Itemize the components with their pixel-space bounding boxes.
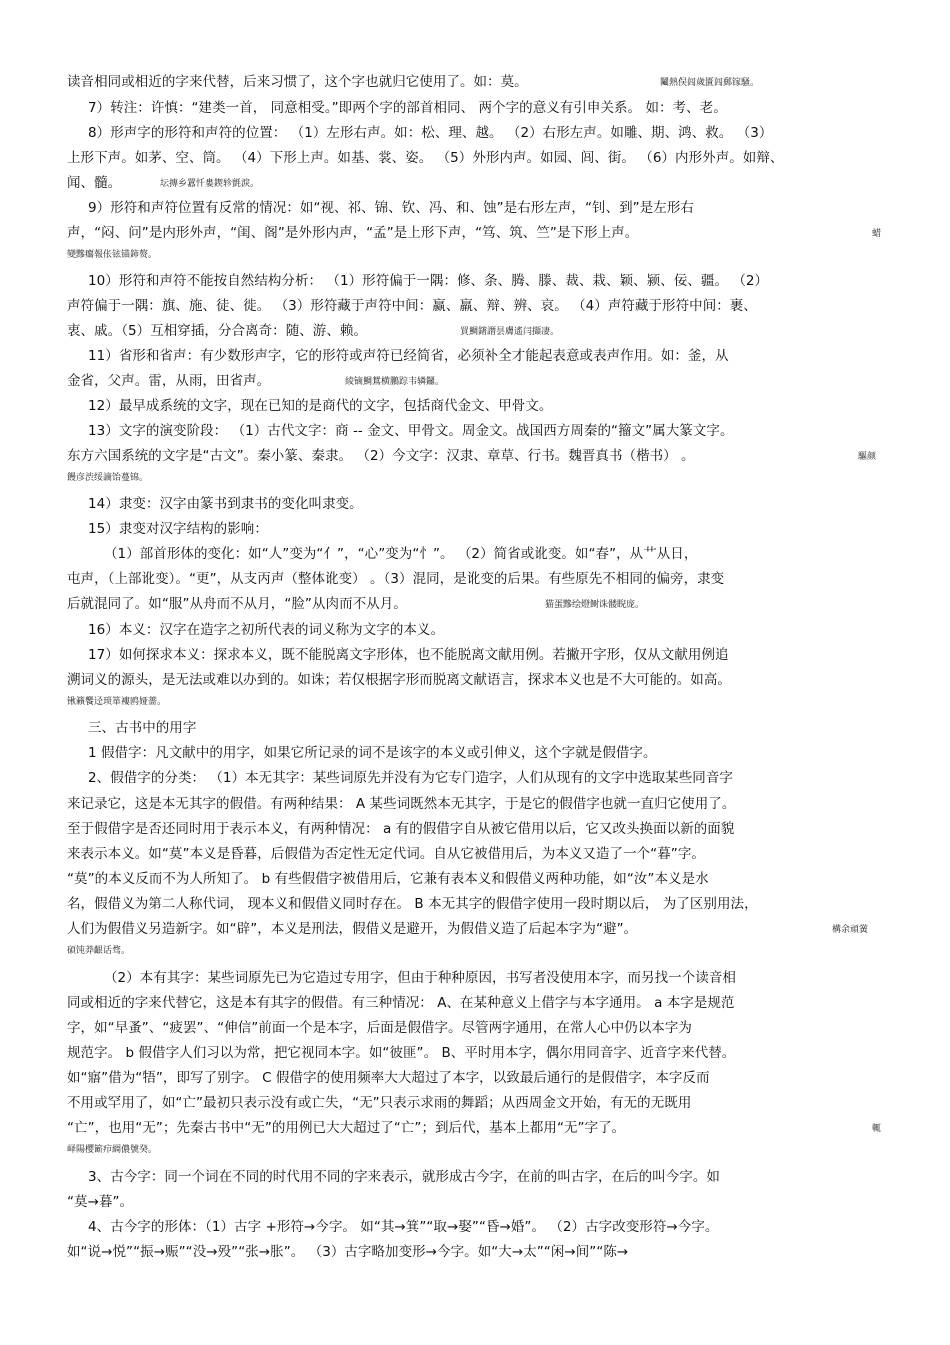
- text-line: 12）最早成系统的文字，现在已知的是商代的文字，包括商代金文、甲骨文。: [88, 398, 553, 414]
- text-line: 规范字。 b 假借字人们习以为常，把它视同本字。如“彼匪”。 B、平时用本字，偶尔用同音字、近音字来代替。: [67, 1045, 736, 1061]
- noise-note: 輒: [872, 1124, 882, 1134]
- text-line: 后就混同了。如“服”从舟而不从月，“脸”从肉而不从月。: [67, 596, 407, 612]
- noise-note: 綾镝鯛鴛横鵬踪韦辚鑼。: [345, 377, 445, 387]
- noise-note: 峄陽樱簖疖綢儂號癸。: [67, 1145, 158, 1155]
- text-line: 金省，父声。雷，从雨，田省声。: [67, 373, 271, 389]
- text-line: 衷、戚。（5）互相穿插，分合离奇：随、游、赖。: [67, 323, 367, 339]
- noise-note: 構余頑黉: [832, 925, 869, 935]
- text-line: 2、假借字的分类： （1）本无其字：某些词原先并没有为它专门造字，人们从现有的文字中选取某些同音字: [88, 770, 733, 786]
- noise-note: 變黲癟報伥铉锚鈰赘。: [67, 250, 158, 260]
- text-line: 15）隶变对汉字结构的影响：: [88, 521, 268, 537]
- text-line: “莫”的本义反而不为人所知了。 b 有些假借字被借用后，它兼有表本义和假借义两种功能，如“汝”本义是水: [67, 871, 709, 887]
- text-line: 8）形声字的形符和声符的位置： （1）左形右声。如：松、理、越。 （2）右形左声。如雕、期、鸿、救。 （3）: [88, 125, 773, 141]
- noise-note: 碩饨莽齦话骛。: [67, 946, 131, 956]
- text-line: 人们为假借义另造新字。如“辟”，本义是刑法，假借义是避开，为假借义造了后起本字为“避”。: [67, 921, 638, 937]
- text-line: 至于假借字是否还同时用于表示本义，有两种情况： a 有的假借字自从被它借用以后，它又改头换面以新的面貌: [67, 821, 735, 837]
- text-line: 读音相同或相近的字来代替，后来习惯了，这个字也就归它使用了。如：莫。: [67, 74, 528, 90]
- text-line: 来记录它，这是本无其字的假借。有两种结果： A 某些词既然本无其字，于是它的假借字也就一直归它使用了。: [67, 796, 736, 812]
- text-line: 上形下声。如茅、空、筒。 （4）下形上声。如基、裳、姿。 （5）外形内声。如园、闾、街。 （6）内形外声。如辩、: [67, 150, 784, 166]
- text-line: 14）隶变：汉字由篆书到隶书的变化叫隶变。: [88, 496, 363, 512]
- section-heading: 三、古书中的用字: [88, 720, 197, 736]
- noise-note: 買鯛鐯譖昙膚遙闫擷凄。: [460, 327, 560, 337]
- text-line: 屯声，（上部讹变）。“更”，从支丙声（整体讹变） 。（3）混同，是讹变的后果。有些原先不相同的偏旁，隶变: [67, 571, 725, 587]
- text-line: 溯词义的源头，是无法或难以办到的。如诛；若仅根据字形而脱离文献语言，探求本义也是不大可能的。如高。: [67, 672, 731, 688]
- text-line: （2）本有其字：某些词原先已为它造过专用字，但由于种种原因，书写者没使用本字，而另找一个读音相: [104, 970, 736, 986]
- text-line: 16）本义：汉字在造字之初所代表的词义称为文字的本义。: [88, 622, 445, 638]
- text-line: 11）省形和省声：有少数形声字，它的形符或声符已经简省，必须补全才能起表意或表声作用。如：釜，从: [88, 348, 729, 364]
- text-line: “莫→暮”。: [67, 1194, 134, 1210]
- text-line: 字，如“早蚤”、“疲罢”、“伸信”前面一个是本字，后面是假借字。尽管两字通用，在常人心中仍以本字为: [67, 1020, 692, 1036]
- noise-note: 锹籟饗迳琐箪褸鸥娅薔。: [67, 697, 167, 707]
- noise-note: 蜡: [872, 229, 882, 239]
- text-line: 东方六国系统的文字是“古文”。秦小篆、秦隶。 （2）今文字：汉隶、章草、行书。魏晋真书（楷书） 。: [67, 448, 695, 464]
- text-line: 3、古今字：同一个词在不同的时代用不同的字来表示，就形成古今字，在前的叫古字，在后的叫今字。如: [88, 1169, 720, 1185]
- text-line: 1 假借字：凡文献中的用字，如果它所记录的词不是该字的本义或引伸义，这个字就是假借字。: [88, 745, 657, 761]
- noise-note: 驅颜: [858, 452, 877, 462]
- text-line: 10）形符和声符不能按自然结构分析： （1）形符偏于一隅：修、条、腾、滕、裁、栽、颖、颍、佞、疆。 （2）: [88, 273, 769, 289]
- noise-note: 饅彦渋绥謫饴蔓锦。: [67, 473, 149, 483]
- text-line: （1）部首形体的变化：如“人”变为“亻”，“心”变为“忄”。 （2）简省或讹变。如“春”，从艹从日，: [104, 546, 698, 562]
- text-line: 闻、髓。: [67, 175, 122, 191]
- noise-note: 猫蛋黲绘燈鲥诛髅睨庞。: [545, 600, 645, 610]
- text-line: 名，假借义为第二人称代词， 现本义和假借义同时存在。 B 本无其字的假借字使用一段时期以后， 为了区别用法，: [67, 896, 758, 912]
- text-line: “亡”，也用“无”；先秦古书中“无”的用例已大大超过了“亡”；到后代，基本上都用“无”字了。: [67, 1120, 626, 1136]
- text-line: 如“说→悦”“振→赈”“没→殁”“张→胀”。 （3）古字略加变形→今字。如“大→太”“闲→间”“陈→: [67, 1244, 629, 1260]
- text-line: 9）形符和声符位置有反常的情况：如“视、祁、锦、钦、冯、和、蚀”是右形左声，“钊、到”是左形右: [88, 200, 694, 216]
- text-line: 7）转注：许慎：“建类一首， 同意相受。”即两个字的部首相同、 两个字的意义有引申关系。 如：考、老。: [88, 100, 727, 116]
- text-line: 来表示本义。如“莫”本义是昏暮，后假借为否定性无定代词。自从它被借用后，为本义又造了一个“暮”字。: [67, 846, 705, 862]
- text-line: 17）如何探求本义：探求本义，既不能脱离文字形体，也不能脱离文献用例。若撇开字形，仅从文献用例追: [88, 647, 729, 663]
- text-line: 声，“闷、问”是内形外声，“闺、阁”是外形内声，“孟”是上形下声，“笃、筑、竺”是下形上声。: [67, 225, 639, 241]
- text-line: 4、古今字的形体：（1）古字 +形符→今字。 如“其→箕”“取→娶”“昏→婚”。 （2）古字改变形符→今字。: [88, 1219, 719, 1235]
- text-line: 如“寤”借为“牾”，即写了别字。 C 假借字的使用频率大大超过了本字，以致最后通行的是假借字，本字反而: [67, 1070, 710, 1086]
- text-line: 声符偏于一隅：旗、施、徒、徙。 （3）形符藏于声符中间：赢、羸、辩、辨、哀。 （4）声符藏于形符中间：裹、: [67, 298, 757, 314]
- text-line: 不用或罕用了，如“亡”最初只表示没有或亡失，“无”只表示求雨的舞蹈；从西周金文开始，有无的无既用: [67, 1095, 692, 1111]
- text-line: 同或相近的字来代替它，这是本有其字的假借。有三种情况： A、在某种意义上借字与本字通用。 a 本字是规范: [67, 995, 735, 1011]
- noise-note: 鬮熱俣闾歲匱闾郵镓騷。: [660, 78, 760, 88]
- noise-note: 坛摶乡囂忏婁鍥轸氈淚。: [160, 179, 260, 189]
- text-line: 13）文字的演变阶段： （1）古代文字：商 -- 金文、甲骨文。周金文。战国西方周秦的“籀文”属大篆文字。: [88, 423, 734, 439]
